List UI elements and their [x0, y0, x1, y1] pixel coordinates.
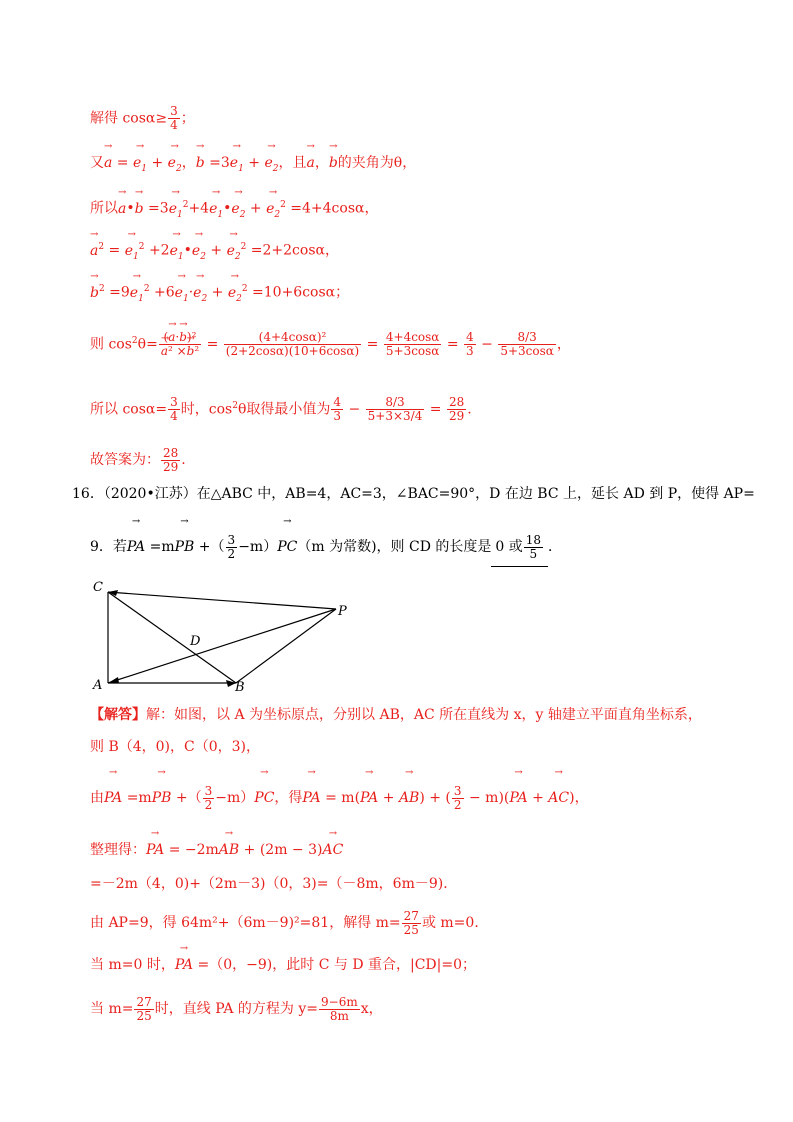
numerator: 18 — [525, 532, 542, 547]
denominator: 3 — [466, 344, 474, 359]
text: =m — [122, 790, 152, 806]
text: 所以 — [90, 200, 118, 217]
denominator: 5+3cosα — [500, 344, 554, 359]
text: −m） — [238, 539, 278, 555]
vector-e1: → $e_1$ — [133, 153, 147, 179]
vector-e2: → $e_2$ — [193, 283, 207, 309]
text: 9．若 — [90, 539, 127, 555]
line-cos-squared: 则 $\cos^2\theta=$ (→ a·→ b)² → a² ×→ b² = $\frac{\text{(4+4cosα)²}}{(2+2\cos\alpha)(10+6\cos\alpha)}$ = $\frac{4+4\cos\alpha}{5+3\cos\alpha}$ = $\frac{4}{3}$ − $\frac{8/3}{5+3\cos\alpha}$ ， — [90, 322, 571, 364]
text: ) + ( — [419, 790, 451, 806]
fraction — [161, 447, 180, 474]
text: x， — [360, 1001, 383, 1017]
solution-line-7 — [90, 955, 476, 975]
fraction — [524, 534, 543, 561]
vector-PA: → PA — [509, 779, 527, 817]
vector-b: → b — [179, 331, 187, 344]
solution-line-2 — [90, 737, 260, 757]
label-C: C — [93, 580, 103, 595]
text: 时，直线 PA 的方程为 y= — [154, 1001, 318, 1017]
numerator: 9−6m — [321, 994, 358, 1009]
text: ； — [180, 110, 195, 127]
label-D: D — [190, 634, 201, 649]
numerator: 3 — [170, 395, 178, 410]
answer-blank — [491, 528, 548, 567]
fraction — [447, 396, 466, 423]
text: +（ — [171, 790, 202, 806]
solution-tag: 【解答】 — [90, 707, 146, 723]
numerator: 4+4cosα — [385, 330, 440, 345]
text: 解得 cosα≥ — [90, 110, 168, 127]
fraction — [319, 996, 360, 1023]
question-16 — [72, 484, 755, 504]
text: 当 m=0 时， — [90, 957, 175, 973]
text: =4+4cosα， — [290, 200, 379, 217]
line-a-squared: → $a^2$ = → $e_1^2 +2\to$ $e_1•\to e_2$ + → $e_2^2 =2+2\cos\alpha$， — [90, 237, 339, 266]
text: ， — [314, 155, 329, 171]
text: 整理得： — [90, 842, 146, 858]
fraction — [203, 785, 215, 812]
vector-PB: → PB — [152, 779, 172, 817]
numerator: 27 — [403, 908, 419, 923]
vector-PC: → PC — [254, 779, 274, 817]
segment-AP — [108, 609, 336, 683]
line-vectors-def — [90, 153, 416, 179]
vector-AB: → AB — [399, 779, 419, 817]
vector-e2: → $e_2$ — [192, 241, 206, 267]
text: − m)( — [464, 790, 510, 806]
line-min-value: 所以 cosα= $\frac{3}{4}$ 时，$\cos^2\theta$取得最小值为 $\frac{4}{3}$ − $\frac{8/3}{5+3\times 3/4}$ = $\frac{28}{29}$ . — [90, 395, 472, 424]
text: +4 — [188, 200, 210, 217]
numerator: 4 — [333, 395, 342, 410]
vector-a: → a — [306, 153, 314, 173]
denominator: 2 — [227, 546, 236, 561]
label-B: B — [235, 680, 245, 695]
text: ，得 — [274, 790, 303, 806]
denominator: 5 — [529, 546, 538, 561]
denominator: 29 — [163, 459, 179, 474]
vector-PA: → PA — [146, 840, 164, 860]
vector-e2: → $e_2$ — [168, 153, 182, 179]
solution-line-8 — [90, 992, 383, 1026]
denominator: 3 — [333, 409, 342, 424]
numerator: (4+4cosα)² — [224, 331, 361, 345]
fraction — [331, 396, 343, 423]
fraction — [464, 331, 476, 358]
fraction — [498, 331, 556, 358]
numerator: 3 — [453, 783, 462, 798]
text: = m( — [320, 790, 361, 806]
vector-PB: → PB — [175, 528, 195, 566]
vector-e2: → $e_2$ — [227, 241, 241, 267]
text: . — [467, 401, 472, 418]
denominator: 4 — [170, 118, 178, 132]
denominator: 25 — [136, 1008, 152, 1023]
fraction — [168, 105, 180, 132]
vector-PA: → PA — [360, 779, 378, 817]
text: + — [147, 155, 168, 171]
vector-e1: → $e_1$ — [175, 283, 189, 309]
denominator: 2 — [204, 797, 213, 812]
fraction — [402, 910, 421, 937]
triangle-diagram — [88, 575, 368, 700]
text: =－2m（4，0)+（2m－3)（0，3)=（－8m，6m－9)． — [90, 876, 458, 892]
text: 则 cos — [90, 336, 132, 353]
denominator: 8m — [329, 1008, 349, 1023]
fraction — [384, 331, 442, 358]
numerator: 28 — [449, 395, 465, 410]
text: 由 AP=9，得 64m²+（6m－9)²=81，解得 m= — [90, 915, 401, 931]
text: =（0，−9)，此时 C 与 D 重合，|CD|=0； — [193, 957, 477, 973]
vector-PA: → PA — [302, 779, 320, 817]
text: 所以 cosα= — [90, 401, 168, 418]
denominator: 4 — [170, 409, 178, 424]
text: 由 — [90, 790, 104, 806]
text: + — [378, 790, 399, 806]
solution-line-6 — [90, 906, 488, 940]
numerator: 27 — [136, 994, 152, 1009]
text: . — [181, 452, 186, 468]
solution-line-5 — [90, 874, 457, 894]
text: 故答案为： — [90, 452, 160, 468]
line-answer — [90, 442, 186, 478]
numerator: 3 — [227, 532, 236, 547]
text: = — [112, 155, 133, 171]
fraction — [224, 331, 361, 358]
text: =3 — [143, 200, 169, 217]
segment-BP — [236, 609, 336, 683]
text: = −2m — [164, 842, 219, 858]
vector-a: → a — [118, 199, 126, 219]
text: =3 — [204, 155, 230, 171]
label-A: A — [93, 678, 103, 693]
text: （m 为常数)，则 CD 的长度是 — [297, 539, 492, 555]
numerator: 28 — [163, 445, 179, 460]
vector-PC: → PC — [277, 528, 297, 566]
text: 或 m=0． — [421, 915, 489, 931]
vector-e2: → $e_2$ — [228, 283, 242, 309]
text: ． — [548, 539, 563, 555]
vector-b: → b — [187, 345, 195, 358]
vector-AC: → AC — [548, 779, 569, 817]
question-number: 16． — [72, 486, 104, 502]
vector-b: → b — [135, 199, 144, 219]
text: 当 m= — [90, 1001, 134, 1017]
vector-b: → b — [329, 153, 338, 173]
label-P: P — [338, 604, 347, 619]
text: + (2m − 3) — [239, 842, 323, 858]
denominator: 5+3×3/4 — [367, 409, 423, 424]
vector-AB: → AB — [219, 840, 239, 860]
numerator: 3 — [204, 783, 213, 798]
fraction — [226, 534, 238, 561]
text: θ= — [137, 336, 158, 353]
vector-e2: → $e_2$ — [231, 199, 245, 225]
text: 解：如图，以 A 为坐标原点，分别以 AB，AC 所在直线为 x，y 轴建立平面直角坐标系， — [146, 707, 702, 723]
denominator: (2+2cosα)(10+6cosα) — [225, 344, 360, 359]
line-dot-product: 所以→ a•→ $b =3\to e_1^2+4\to$ $e_1•\to e_2$ + → $e_2^2 =4+4\cos\alpha$， — [90, 195, 378, 224]
text: ， — [181, 155, 196, 171]
numerator: (→ a·→ b)² — [159, 331, 201, 345]
denominator: 25 — [403, 922, 419, 937]
vector-e1: → $e_1$ — [169, 199, 183, 225]
arrow-head-PA — [108, 677, 119, 683]
vector-a: → a — [90, 241, 98, 261]
vector-a: → a — [168, 331, 175, 344]
solution-line-4 — [90, 840, 343, 860]
text: 又 — [90, 155, 104, 171]
fraction — [366, 396, 425, 423]
line-b-squared: → $b^2 =9\to e_1^2 +6\to e_1\cdot\to e_2$ + → $e_2^2 =10+6\cos\alpha$； — [90, 279, 349, 308]
text: −m） — [215, 790, 255, 806]
vector-e1: → $e_1$ — [170, 241, 184, 267]
vector-PA: → PA — [175, 955, 193, 975]
text: 的夹角为θ， — [337, 155, 417, 171]
question-text: （2020•江苏）在△ABC 中，AB=4，AC=3，∠BAC=90°，D 在边 BC 上，延长 AD 到 P，使得 AP= — [103, 486, 755, 502]
vector-b: → b — [90, 283, 99, 303]
vector-e2: → $e_2$ — [266, 199, 280, 225]
vector-PA: → PA — [127, 528, 145, 566]
vector-e2: → $e_2$ — [264, 153, 278, 179]
vector-PA: → PA — [104, 779, 122, 817]
text: + — [243, 155, 265, 171]
numerator: 8/3 — [498, 331, 556, 345]
vector-a: → a — [161, 345, 168, 358]
fraction — [452, 785, 464, 812]
line-solve-cos — [90, 105, 195, 132]
segment-CB — [108, 592, 236, 683]
denominator: 29 — [449, 409, 465, 424]
text: + — [527, 790, 549, 806]
triangle-figure — [88, 575, 368, 704]
vector-AC: → AC — [322, 840, 343, 860]
text: =2+2cosα， — [250, 242, 339, 259]
numerator: 8/3 — [366, 396, 425, 410]
vector-e1: → $e_1$ — [209, 199, 223, 225]
fraction — [134, 996, 153, 1023]
vector-a: → a — [104, 153, 112, 173]
solution-line-1 — [90, 705, 702, 725]
text: ， — [556, 336, 571, 353]
numerator: 3 — [170, 104, 178, 118]
vector-e1: → $e_1$ — [130, 283, 144, 309]
question-16-line2: 9．若→ PA =m→ PB +（ $\frac{3}{2}$ −m）→ PC（m 为常数)，则 CD 的长度是 0 或 $\frac{18}{5}$ ． — [90, 528, 562, 567]
denominator: 2 — [453, 797, 462, 812]
text: )， — [569, 790, 589, 806]
denominator: 5+3cosα — [385, 344, 440, 359]
text: =m — [145, 539, 175, 555]
denominator: → a² ×→ b² — [159, 345, 201, 358]
text: =10+6cosα； — [252, 284, 350, 301]
vector-e1: → $e_1$ — [125, 241, 139, 267]
text: θ取得最小值为 — [237, 401, 331, 418]
text: 则 B（4，0)，C（0，3)， — [90, 739, 261, 755]
vector-b: → b — [196, 153, 205, 173]
text: = — [425, 401, 446, 418]
solution-line-3 — [90, 779, 589, 817]
answer: 0 或 — [495, 539, 523, 555]
numerator: 4 — [466, 330, 474, 345]
vector-e1: → $e_1$ — [230, 153, 244, 179]
segment-CP — [108, 592, 336, 609]
text: 时，cos — [180, 401, 233, 418]
text: ，且 — [278, 155, 307, 171]
fraction — [159, 331, 201, 358]
fraction — [168, 396, 180, 423]
